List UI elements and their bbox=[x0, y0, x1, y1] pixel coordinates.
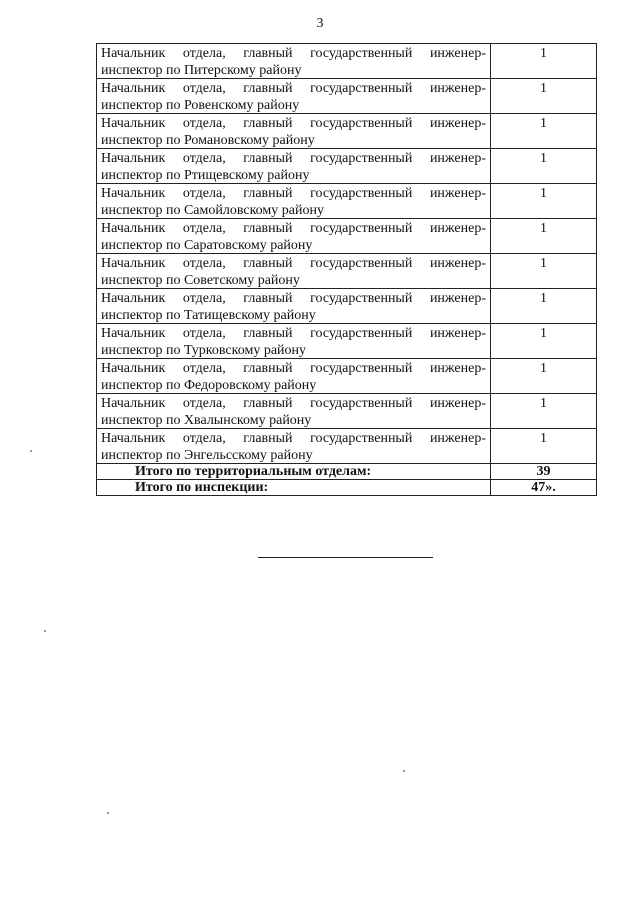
position-cell bbox=[97, 114, 491, 149]
position-count: 1 bbox=[540, 361, 547, 376]
count-cell bbox=[491, 149, 597, 184]
count-cell bbox=[491, 79, 597, 114]
total-row-territorial bbox=[97, 464, 597, 480]
position-cell bbox=[97, 79, 491, 114]
position-name: Начальник отдела, главный государственный инженер-инспектор по Татищевскому району bbox=[101, 291, 486, 323]
closing-divider-line bbox=[258, 557, 433, 558]
position-name: Начальник отдела, главный государственный инженер-инспектор по Советскому району bbox=[101, 256, 486, 288]
position-cell bbox=[97, 394, 491, 429]
total-label: Итого по территориальным отделам: bbox=[97, 464, 491, 480]
table-row bbox=[97, 324, 597, 359]
position-count: 1 bbox=[540, 46, 547, 61]
table-row bbox=[97, 79, 597, 114]
position-count: 1 bbox=[540, 291, 547, 306]
position-count: 1 bbox=[540, 186, 547, 201]
total-value: 47». bbox=[491, 480, 597, 496]
position-cell bbox=[97, 359, 491, 394]
position-cell bbox=[97, 324, 491, 359]
position-name: Начальник отдела, главный государственный инженер-инспектор по Хвалынскому району bbox=[101, 396, 486, 428]
table-row bbox=[97, 429, 597, 464]
count-cell bbox=[491, 44, 597, 79]
position-name: Начальник отдела, главный государственный инженер-инспектор по Ровенскому району bbox=[101, 81, 486, 113]
position-count: 1 bbox=[540, 396, 547, 411]
position-count: 1 bbox=[540, 221, 547, 236]
table-row bbox=[97, 359, 597, 394]
count-cell bbox=[491, 289, 597, 324]
total-value: 39 bbox=[491, 464, 597, 480]
table-row bbox=[97, 44, 597, 79]
position-name: Начальник отдела, главный государственный инженер-инспектор по Романовскому району bbox=[101, 116, 486, 148]
scan-speck bbox=[44, 630, 46, 632]
table-row bbox=[97, 394, 597, 429]
position-cell bbox=[97, 254, 491, 289]
count-cell bbox=[491, 394, 597, 429]
position-name: Начальник отдела, главный государственный инженер-инспектор по Энгельсскому району bbox=[101, 431, 486, 463]
position-cell bbox=[97, 149, 491, 184]
position-count: 1 bbox=[540, 326, 547, 341]
position-cell bbox=[97, 219, 491, 254]
table-row bbox=[97, 219, 597, 254]
staff-table bbox=[96, 43, 597, 496]
count-cell bbox=[491, 429, 597, 464]
position-name: Начальник отдела, главный государственный инженер-инспектор по Самойловскому району bbox=[101, 186, 486, 218]
count-cell bbox=[491, 219, 597, 254]
position-cell bbox=[97, 44, 491, 79]
position-cell bbox=[97, 184, 491, 219]
position-count: 1 bbox=[540, 256, 547, 271]
position-count: 1 bbox=[540, 116, 547, 131]
total-label: Итого по инспекции: bbox=[97, 480, 491, 496]
table-row bbox=[97, 254, 597, 289]
position-name: Начальник отдела, главный государственный инженер-инспектор по Питерскому району bbox=[101, 46, 486, 78]
table-row bbox=[97, 114, 597, 149]
count-cell bbox=[491, 359, 597, 394]
scan-speck bbox=[107, 812, 109, 814]
position-count: 1 bbox=[540, 151, 547, 166]
count-cell bbox=[491, 324, 597, 359]
position-cell bbox=[97, 429, 491, 464]
count-cell bbox=[491, 254, 597, 289]
position-name: Начальник отдела, главный государственный инженер-инспектор по Ртищевскому району bbox=[101, 151, 486, 183]
scan-speck bbox=[30, 450, 32, 452]
position-count: 1 bbox=[540, 81, 547, 96]
total-row-inspection bbox=[97, 480, 597, 496]
position-name: Начальник отдела, главный государственный инженер-инспектор по Федоровскому району bbox=[101, 361, 486, 393]
position-name: Начальник отдела, главный государственный инженер-инспектор по Турковскому району bbox=[101, 326, 486, 358]
position-name: Начальник отдела, главный государственный инженер-инспектор по Саратовскому району bbox=[101, 221, 486, 253]
count-cell bbox=[491, 184, 597, 219]
scan-speck bbox=[403, 770, 405, 772]
count-cell bbox=[491, 114, 597, 149]
table-row bbox=[97, 289, 597, 324]
table-row bbox=[97, 149, 597, 184]
table-row bbox=[97, 184, 597, 219]
position-count: 1 bbox=[540, 431, 547, 446]
position-cell bbox=[97, 289, 491, 324]
page-number: 3 bbox=[316, 16, 324, 31]
